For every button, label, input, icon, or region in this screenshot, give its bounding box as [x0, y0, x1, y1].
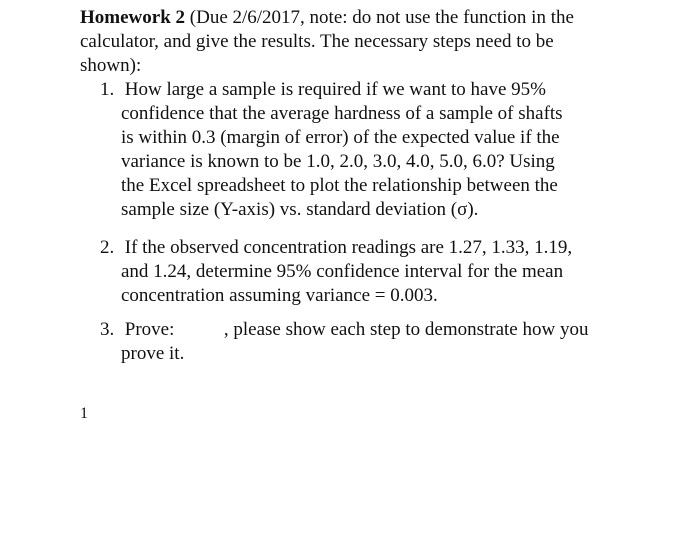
question-text-line: If the observed concentration readings are 1.27, 1.33, 1.19, [124, 237, 573, 258]
question-number: 2. [100, 237, 115, 258]
question-text-line: is within 0.3 (margin of error) of the expected value if the [121, 127, 560, 148]
header-line-1 [80, 7, 574, 28]
question-text-line: confidence that the average hardness of a sample of shafts [121, 103, 563, 124]
question-text-line: sample size (Y-axis) vs. standard deviation (σ). [121, 199, 479, 220]
question-1 [100, 78, 640, 222]
question-2 [100, 236, 640, 308]
question-text-line: the Excel spreadsheet to plot the relationship between the [121, 175, 558, 196]
header-line-2: calculator, and give the results. The necessary steps need to be [80, 31, 554, 52]
homework-title: Homework 2 [80, 7, 186, 28]
question-number: 3. [100, 319, 115, 340]
question-text-line: How large a sample is required if we want to have 95% [124, 79, 546, 100]
homework-header [80, 6, 640, 78]
question-text-line: prove it. [121, 343, 185, 364]
question-text-line: and 1.24, determine 95% confidence interval for the mean [121, 261, 564, 282]
page-number: 1 [80, 405, 88, 422]
question-3 [100, 318, 640, 366]
question-text-line: concentration assuming variance = 0.003. [121, 285, 438, 306]
header-due-text: (Due 2/6/2017, note: do not use the function in the [189, 7, 574, 28]
question-text-line: variance is known to be 1.0, 2.0, 3.0, 4.0, 5.0, 6.0? Using [121, 151, 555, 172]
question-number: 1. [100, 79, 115, 100]
prove-label: Prove: [124, 319, 175, 340]
header-line-3: shown): [80, 55, 142, 76]
question-text-line: , please show each step to demonstrate how you [223, 319, 589, 340]
